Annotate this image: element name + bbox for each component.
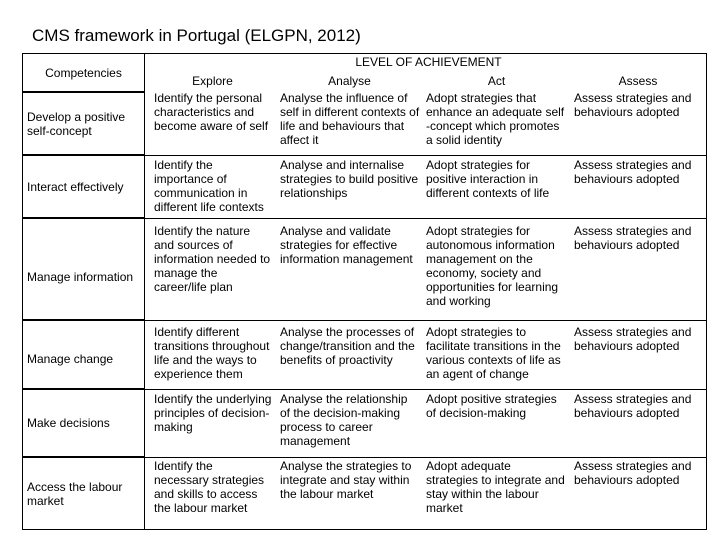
act-cell: Adopt adequate strategies to integrate and stay within the labour market [426, 459, 565, 515]
act-cell: Adopt positive strategies of decision-making [426, 392, 557, 420]
assess-cell: Assess strategies and behaviours adopted [574, 91, 692, 119]
assess-cell: Assess strategies and behaviours adopted [574, 224, 692, 252]
competency-label: Develop a positive self-concept [22, 92, 145, 155]
assess-cell: Assess strategies and behaviours adopted [574, 459, 692, 487]
analyse-cell: Analyse the strategies to integrate and stay within the labour market [280, 459, 412, 501]
column-header-analyse: Analyse [328, 74, 371, 88]
act-cell: Adopt strategies for positive interaction in different contexts of life [426, 158, 550, 200]
explore-cell: Identify the importance of communication in different life contexts [154, 158, 264, 214]
explore-cell: Identify the necessary strategies and skills to access the labour market [154, 459, 265, 515]
page-title: CMS framework in Portugal (ELGPN, 2012) [32, 26, 361, 45]
competency-label: Interact effectively [22, 155, 145, 218]
analyse-cell: Analyse and validate strategies for effective information management [280, 224, 413, 266]
analyse-cell: Analyse and internalise strategies to build positive relationships [280, 158, 419, 200]
explore-cell: Identify the personal characteristics and become aware of self [154, 91, 269, 133]
act-cell: Adopt strategies that enhance an adequate self -concept which promotes a solid identity [426, 91, 565, 147]
explore-cell: Identify the underlying principles of decision- making [154, 392, 272, 434]
assess-cell: Assess strategies and behaviours adopted [574, 392, 692, 420]
analyse-cell: Analyse the processes of change/transition and the benefits of proactivity [280, 325, 415, 367]
act-cell: Adopt strategies for autonomous information management on the economy, society and opportunities for learning and working [426, 224, 559, 308]
assess-cell: Assess strategies and behaviours adopted [574, 158, 692, 186]
column-header-act: Act [487, 74, 506, 88]
column-header-explore: Explore [192, 74, 233, 88]
assess-cell: Assess strategies and behaviours adopted [574, 325, 692, 353]
level-of-achievement-header: LEVEL OF ACHIEVEMENT [355, 55, 502, 69]
competency-label: Access the labour market [22, 457, 145, 530]
act-cell: Adopt strategies to facilitate transitions in the various contexts of life as an agent of change [426, 325, 561, 381]
competency-label: Manage change [22, 320, 145, 389]
explore-cell: Identify different transitions throughout life and the ways to experience them [154, 325, 270, 381]
competency-label: Make decisions [22, 389, 145, 457]
competency-label: Manage information [22, 218, 145, 320]
analyse-cell: Analyse the influence of self in different contexts of life and behaviours that affect it [280, 91, 420, 147]
competencies-header [22, 53, 145, 92]
explore-cell: Identify the nature and sources of information needed to manage the career/life plan [154, 224, 271, 294]
column-header-assess: Assess [618, 74, 658, 88]
competencies-header-label: Competencies [45, 65, 122, 80]
analyse-cell: Analyse the relationship of the decision-making process to career management [280, 392, 408, 448]
